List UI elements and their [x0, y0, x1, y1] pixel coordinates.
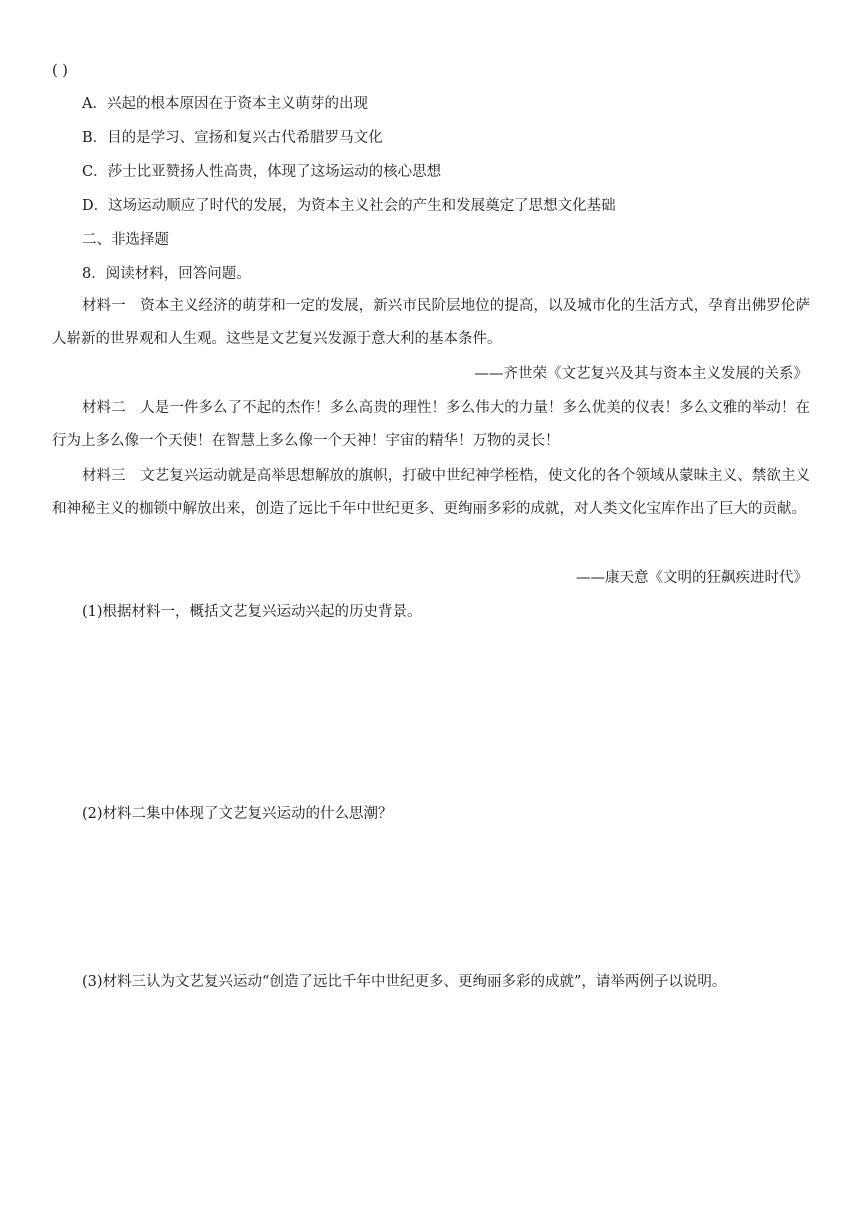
section-heading: 二、非选择题 — [82, 232, 169, 248]
material-3-source: ——康天意《文明的狂飙疾进时代》 — [576, 570, 808, 586]
material-3-text: 材料三 文艺复兴运动就是高举思想解放的旗帜，打破中世纪神学桎梏，使文化的各个领域从蒙昧主义、禁欲主义和神秘主义的枷锁中解放出来，创造了远比千年中世纪更多、更绚丽多彩的成就，对人类文化宝库作出了巨大的贡献。 — [52, 468, 810, 517]
answer-bracket: ( ) — [52, 63, 68, 79]
option-a: A．兴起的根本原因在于资本主义萌芽的出现 — [82, 96, 368, 112]
sub-question-1: (1)根据材料一，概括文艺复兴运动兴起的历史背景。 — [82, 604, 422, 620]
question-8-prompt: 8．阅读材料，回答问题。 — [82, 266, 251, 282]
material-1-source: ——齐世荣《文艺复兴及其与资本主义发展的关系》 — [474, 366, 808, 382]
option-d: D．这场运动顺应了时代的发展，为资本主义社会的产生和发展奠定了思想文化基础 — [82, 198, 616, 214]
material-2-text: 材料二 人是一件多么了不起的杰作！多么高贵的理性！多么伟大的力量！多么优美的仪表！多么文雅的举动！在行为上多么像一个天使！在智慧上多么像一个天神！宇宙的精华！万物的灵长！ — [52, 400, 810, 449]
material-1-text: 材料一 资本主义经济的萌芽和一定的发展，新兴市民阶层地位的提高，以及城市化的生活方式，孕育出佛罗伦萨人崭新的世界观和人生观。这些是文艺复兴发源于意大利的基本条件。 — [52, 298, 810, 347]
option-c: C．莎士比亚赞扬人性高贵，体现了这场运动的核心思想 — [82, 164, 442, 180]
option-b: B．目的是学习、宣扬和复兴古代希腊罗马文化 — [82, 130, 383, 146]
sub-question-2: (2)材料二集中体现了文艺复兴运动的什么思潮？ — [82, 806, 393, 822]
sub-question-3: (3)材料三认为文艺复兴运动“创造了远比千年中世纪更多、更绚丽多彩的成就”，请举两例子以说明。 — [82, 974, 727, 990]
